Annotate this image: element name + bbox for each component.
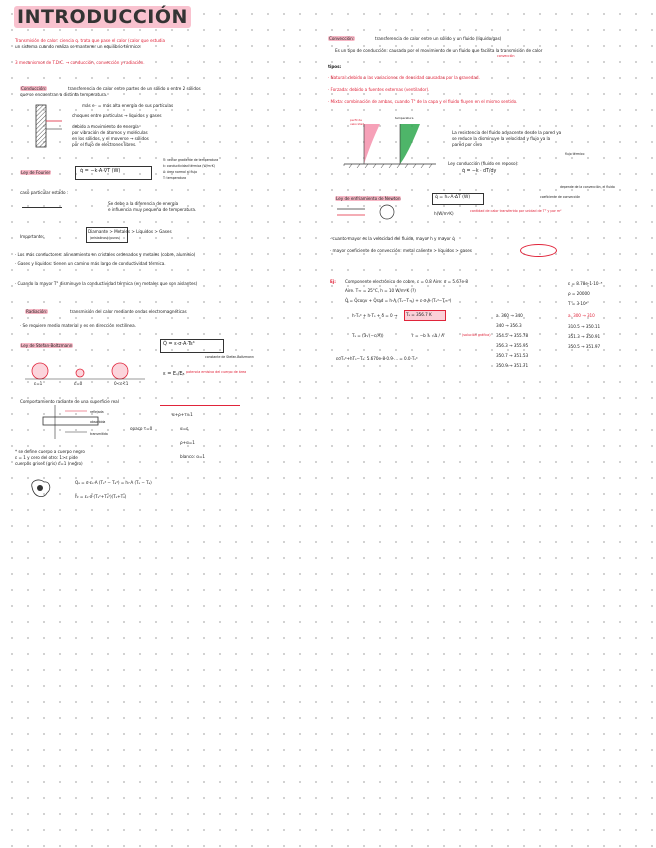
conduction-note-6: por vibración de átomos y moléculas: [72, 130, 148, 135]
emissivity-note: potencia emisiva del cuerpo de área: [186, 370, 247, 374]
example-line-5: Tₛ = (3√(−c/A)): [352, 333, 384, 338]
radiation-def: transmisión del calor mediante ondas electromagnéticas: [70, 309, 187, 314]
graph-label-1: perfil de: [350, 118, 362, 122]
const-1: ε = 8.78e-1·10⁻⁸: [568, 281, 603, 286]
bullet-1: · Los más conductores: alineamiento en cristales ordenados y metales (cobre, aluminio): [15, 252, 196, 257]
case-note-1: Se debe a la diferencia de energía: [108, 201, 179, 206]
fourier-legend-3: A: área normal al flujo: [163, 170, 198, 174]
conduction-title: Conducción:: [21, 86, 47, 91]
relation-1: α+ρ+τ=1: [172, 412, 193, 417]
conduction-law-eq: q̇ = −k · dT/dy: [462, 169, 497, 174]
relation-3: α=ε: [180, 426, 189, 431]
example-line-2: Aire. T∞ = 25°C, h = 10 W/m²K (?): [345, 288, 416, 293]
conduction-note-4: choques entre partículas → líquidos y gases: [72, 113, 162, 118]
highlight-oval: [520, 244, 557, 257]
h-unit: h(W/m²K): [434, 211, 454, 216]
relation-2: opaco τ=0: [130, 426, 153, 431]
small-note-3: cuerpos grises (gris) ε=1 (negro): [15, 461, 83, 466]
const-2: ρ = 20000: [568, 291, 590, 296]
radiation-note: · Se requiere medio material y es en dirección rectilínea.: [20, 323, 136, 328]
graph-label-3: temperatura: [395, 116, 414, 120]
conduction-note-7: en los sólidos, y el moverse → sólidos: [72, 136, 149, 141]
definition-line-1: Transmisión de calor: ciencia q. trata que pase el calor (calor que estudia: [15, 38, 166, 43]
small-note-2: ε = 1 y cero del otro: 1>ε pide: [15, 455, 78, 460]
conduction-def-2: que se encuentran a distinta temperatura.: [20, 92, 108, 97]
page-title: INTRODUCCIÓN: [14, 6, 191, 28]
conduction-note-8: por el flujo de electrones libres.: [72, 142, 137, 147]
wall-diagram: [30, 101, 70, 151]
example-answer: Tₛ = 356.7 K: [406, 312, 432, 317]
conduction-law-fluid: Ley conducción (fluido en reposo):: [448, 161, 519, 166]
table-b-row: 356.3 → 355.95: [496, 343, 529, 348]
conductivity-order-note: (cristalinos) (puros): [90, 236, 121, 240]
radiation-eq-1: Qₐ = σ·εₛ·A (Tₛ⁴ − Tₐ⁴) = hᵣ·A (Tₛ − Tₐ): [75, 480, 152, 485]
newton-title: Ley de enfriamiento de Newton: [336, 196, 401, 201]
case-arrow: [22, 207, 62, 208]
example-line-7: (solución gráfica): [462, 333, 491, 337]
fourier-equation: q̇ = −k·A·∇T (W): [80, 168, 121, 174]
relation-underline: [160, 405, 240, 406]
radiation-eq-2: hᵣ = εₛ·σ·(Tₛ²+Tₐ²)(Tₛ+Tₐ): [75, 494, 127, 499]
conduction-def-1: transferencia de calor entre partes de un sólido o entre 2 sólidos: [68, 86, 201, 91]
bullet-2: · Gases y líquidos: tienen un camino más largo de conductividad térmica.: [15, 261, 166, 266]
mechanisms-line: 3 mecanismos de T.D.C. → conducción, convección y radiación.: [15, 60, 145, 65]
h-explanation: cantidad de calor transferido por unidad de T° y por m²: [470, 209, 562, 213]
example-line-6: r = −b ± √Δ / A: [412, 333, 444, 338]
stefan-title: Ley de Stefan-Boltzmann: [21, 343, 73, 348]
table-b-row: 350.7 → 351.53: [496, 353, 529, 358]
fourier-legend-2: k: conductividad térmica (W/m·K): [163, 164, 215, 168]
newton-note: depende de la convección, el fluido: [560, 185, 615, 189]
graph-text-1: La resistencia del fluido adyacente desde la pared ya: [452, 130, 562, 135]
real-surface-title: Comportamiento radiante de una superficie real: [20, 399, 119, 404]
table-a-row: 310.5 → 350.11: [568, 324, 601, 329]
example-line-4: h·Tₛ⁴ + h·Tₛ + δ = 0 →: [352, 313, 398, 318]
convection-def: transferencia de calor entre un sólido y un fluido (líquido/gas): [375, 36, 502, 41]
newton-equation: q̇ = hₛ·A·ΔT (W): [435, 195, 471, 200]
body-label-2: ε=0: [74, 381, 83, 386]
conduction-note-3: más e⁻ = más alta energía de sus partículas: [82, 103, 174, 108]
absorbed-label: absorbida: [90, 420, 106, 424]
conv-bullet-2: · mayor coeficiente de convección: metal caliente > líquidos > gases: [330, 248, 472, 253]
important-title: Importante:: [20, 234, 45, 239]
stefan-constant: constante de Stefan-Boltzmann: [205, 355, 254, 359]
case-note-2: e influencia muy pequeña de temperatura.: [108, 207, 197, 212]
table-b-row: 340 → 356.3: [496, 323, 522, 328]
const-3: T = 3·10⁴: [568, 301, 588, 306]
relation-4: ρ+α=1: [180, 440, 195, 445]
example-title: Ej:: [330, 279, 336, 284]
example-line-1: Componente electrónico de cobre, ε = 0.8 Aire: σ = 5.67e-8: [345, 279, 469, 284]
fourier-law-title: Ley de Fourier: [21, 170, 51, 175]
radiation-title: Radiación:: [26, 309, 48, 314]
table-b-row: 350.9 → 351.71: [496, 363, 529, 368]
body-label-1: ε=1: [34, 381, 43, 386]
convection-note: Es un tipo de conducción: causada por el movimiento de un fluido que facilita la transmisión de calor: [335, 48, 543, 53]
table-a-row: 351.3 → 350.91: [568, 334, 601, 339]
graph-label-2: velocidad: [350, 122, 364, 126]
relation-5: blanco: α=1: [180, 454, 206, 459]
graph-text-3: pared por cero: [452, 142, 483, 147]
transmitted-label: transmitida: [90, 432, 108, 436]
example-line-3: Q̇ = Q̇conv + Q̇rad = h·A (Tₛ−T∞) + ε·σ·A·(Tₛ⁴−T∞⁴): [345, 298, 452, 303]
body-sketch: [28, 477, 54, 499]
fourier-legend-1: ∇: vector gradiente de temperatura: [163, 158, 219, 162]
type-forced: · Forzada: debido a fuentes externas (ventilador).: [328, 87, 430, 92]
types-title: tipos:: [328, 64, 342, 69]
body-label-3: 0<ε<1: [114, 381, 129, 386]
convection-word: convección: [497, 54, 515, 58]
type-natural: · Natural: debido a las variaciones de densidad causadas por la gravedad.: [328, 75, 480, 80]
table-a-header: a. 300 → 310: [568, 313, 595, 318]
type-mixed: · Mixta: combinación de ambas, cuando T° de la capa y el fluido fluyen en el mismo sentido.: [328, 99, 518, 104]
newton-sketch: [335, 203, 405, 221]
stefan-equation: Q̇ = ε·σ·A·Ts⁴: [163, 341, 195, 347]
graph-text-2: se reduce la disminuye la velocidad y flujo ya la: [452, 136, 551, 141]
small-note-1: * se define cuerpo a cuerpo negro: [15, 449, 85, 454]
convection-title: Convección:: [329, 36, 355, 41]
table-b-row: a. 360 → 340: [496, 313, 523, 318]
particular-case: caso particular estado :: [20, 190, 69, 195]
emissivity-eq: ε = Eₛ/Eᵦ: [163, 371, 185, 377]
convection-coef: coeficiente de convección: [540, 195, 581, 199]
example-line-8: εσTₛ⁴+hTₛ−Tₐ: 5.670e-8·0.9·... = 0.0·Tₛ⁴: [336, 356, 418, 361]
conv-bullet-1: · cuanto mayor es la velocidad del fluido, mayor h y mayor q̇: [330, 236, 455, 241]
fourier-legend-4: T: temperatura: [163, 176, 187, 180]
graph-text-4: flujo térmico: [565, 152, 585, 156]
conductivity-order: Diamante > Metales > Líquidos > Gases: [88, 229, 172, 234]
reflected-label: reflejada: [90, 410, 104, 414]
definition-line-2: un sistema cuando realiza se mantener un equilibrio térmico.: [15, 44, 141, 49]
table-b-row: 354.5 → 355.78: [496, 333, 529, 338]
table-a-row: 350.5 → 351.97: [568, 344, 601, 349]
conduction-note-5: debido a movimiento de energía: [72, 124, 139, 129]
bullet-3: · Cuando la mayor T° disminuye la conductividad térmica (en metales que son aislantes): [15, 281, 198, 286]
